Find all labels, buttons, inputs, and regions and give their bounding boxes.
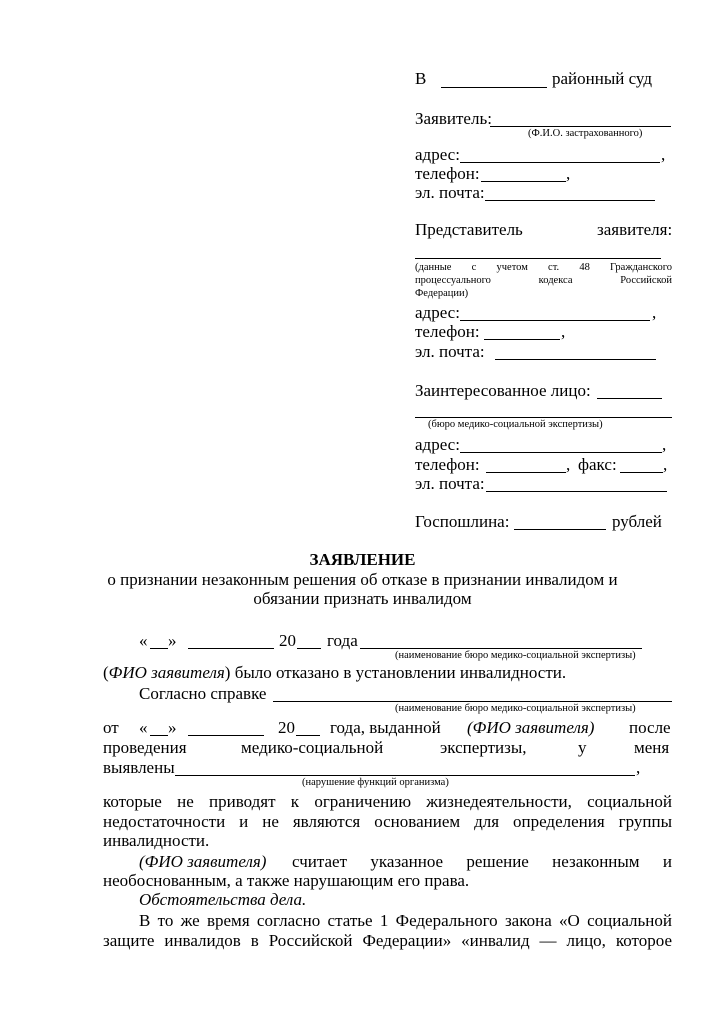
rep-address-blank[interactable] [460,320,650,321]
comma: , [636,758,641,777]
p3-day-blank[interactable] [150,735,168,736]
rep-email-blank[interactable] [495,359,656,360]
p2-start: Согласно справке [139,684,267,703]
rep-caption-3: Федерации) [415,288,469,299]
applicant-address-label: адрес: [415,145,460,164]
p3-year-blank[interactable] [296,735,320,736]
date-month-blank[interactable] [188,648,274,649]
document-subtitle-2: обязании признать инвалидом [253,589,472,608]
applicant-name-blank[interactable] [490,126,671,127]
interested-label: Заинтересованное лицо: [415,381,591,400]
rep-address-label: адрес: [415,303,460,322]
rep-phone-label: телефон: [415,322,480,341]
fee-label: Госпошлина: [415,512,510,531]
applicant-phone-blank[interactable] [481,181,566,182]
date-year-blank[interactable] [297,648,321,649]
p5-applicant-name: (ФИО заявителя) [139,852,267,871]
p5-line2: необоснованным, а также нарушающим его права. [103,871,470,890]
p3-year-prefix: 20 [278,718,295,737]
p3-line2-word-3: экспертизы, [440,738,527,757]
p3-issued: года, выданной [330,718,441,737]
applicant-phone-label: телефон: [415,164,480,183]
applicant-email-label: эл. почта: [415,183,485,202]
p3-line2-word-1: проведения [103,738,187,757]
applicant-caption: (Ф.И.О. застрахованного) [528,128,643,139]
p3-line2-word-5: меня [634,738,670,757]
rep-label-right: заявителя: [597,220,673,239]
interested-address-blank[interactable] [460,452,662,453]
caption-bureau: (наименование бюро медико-социальной экспертизы) [395,650,636,661]
p3-open-quote: « [139,718,148,737]
p3-line2-word-2: медико-социальной [241,738,384,757]
impairment-blank[interactable] [175,775,635,776]
interested-caption: (бюро медико-социальной экспертизы) [428,419,603,430]
caption-impairment: (нарушение функций организма) [302,777,449,788]
comma: , [566,455,571,474]
date-close-quote: » [168,631,177,650]
applicant-address-blank[interactable] [460,162,660,163]
caption-bureau-2: (наименование бюро медико-социальной экспертизы) [395,703,636,714]
rep-label-left: Представитель [415,220,523,239]
p5-line1-rest: считает указанное решение незаконным и [292,852,672,871]
date-year-prefix: 20 [279,631,296,650]
court-prefix: В [415,69,427,88]
p3-month-blank[interactable] [188,735,264,736]
comma: , [661,145,666,164]
date-open-quote: « [139,631,148,650]
interested-name-blank-2[interactable] [415,417,672,418]
p3-line3-start: выявлены [103,758,175,777]
rep-email-label: эл. почта: [415,342,485,361]
p1-applicant-name: ФИО заявителя [108,663,225,682]
p3-from: от [103,718,119,737]
comma: , [561,322,566,341]
date-day-blank[interactable] [150,648,168,649]
comma: , [663,455,668,474]
interested-name-blank[interactable] [597,398,662,399]
p3-close-quote: » [168,718,177,737]
interested-phone-blank[interactable] [486,472,566,473]
p4-line1: которые не приводят к ограничению жизнедеятельности, социальной [103,792,672,811]
document-title: ЗАЯВЛЕНИЕ [309,550,416,569]
rep-phone-blank[interactable] [484,339,560,340]
p4-line3: инвалидности. [103,831,210,850]
document-subtitle-1: о признании незаконным решения об отказе в признании инвалидом и [107,570,618,589]
interested-email-label: эл. почта: [415,474,485,493]
comma: , [652,303,657,322]
interested-email-blank[interactable] [486,491,667,492]
rep-caption-2: процессуального кодекса Российской [415,275,672,286]
p6-heading: Обстоятельства дела. [139,890,307,909]
date-year-suffix: года [327,631,358,650]
fee-unit: рублей [612,512,662,531]
p3-after: после [629,718,671,737]
p7-line1: В то же время согласно статье 1 Федерального закона «О социальной [139,911,672,930]
interested-address-label: адрес: [415,435,460,454]
rep-name-blank[interactable] [415,258,661,259]
certificate-bureau-blank[interactable] [273,701,672,702]
applicant-label: Заявитель: [415,109,492,128]
comma: , [662,435,667,454]
fee-amount-blank[interactable] [514,529,606,530]
interested-fax-label: факс: [578,455,617,474]
p4-line2: недостаточности и не являются основанием для определения группы [103,812,672,831]
interested-phone-label: телефон: [415,455,480,474]
p3-applicant-name: (ФИО заявителя) [467,718,595,737]
interested-fax-blank[interactable] [620,472,663,473]
p3-line2-word-4: у [578,738,587,757]
comma: , [566,164,571,183]
court-suffix: районный суд [552,69,653,88]
p7-line2: защите инвалидов в Российской Федерации» «инвалид — лицо, которое [103,931,672,950]
applicant-email-blank[interactable] [485,200,655,201]
rep-caption-1: (данные с учетом ст. 48 Гражданского [415,262,672,273]
court-name-blank[interactable] [441,87,547,88]
bureau-name-blank[interactable] [360,648,642,649]
p1: (ФИО заявителя) было отказано в установлении инвалидности. [103,663,567,682]
